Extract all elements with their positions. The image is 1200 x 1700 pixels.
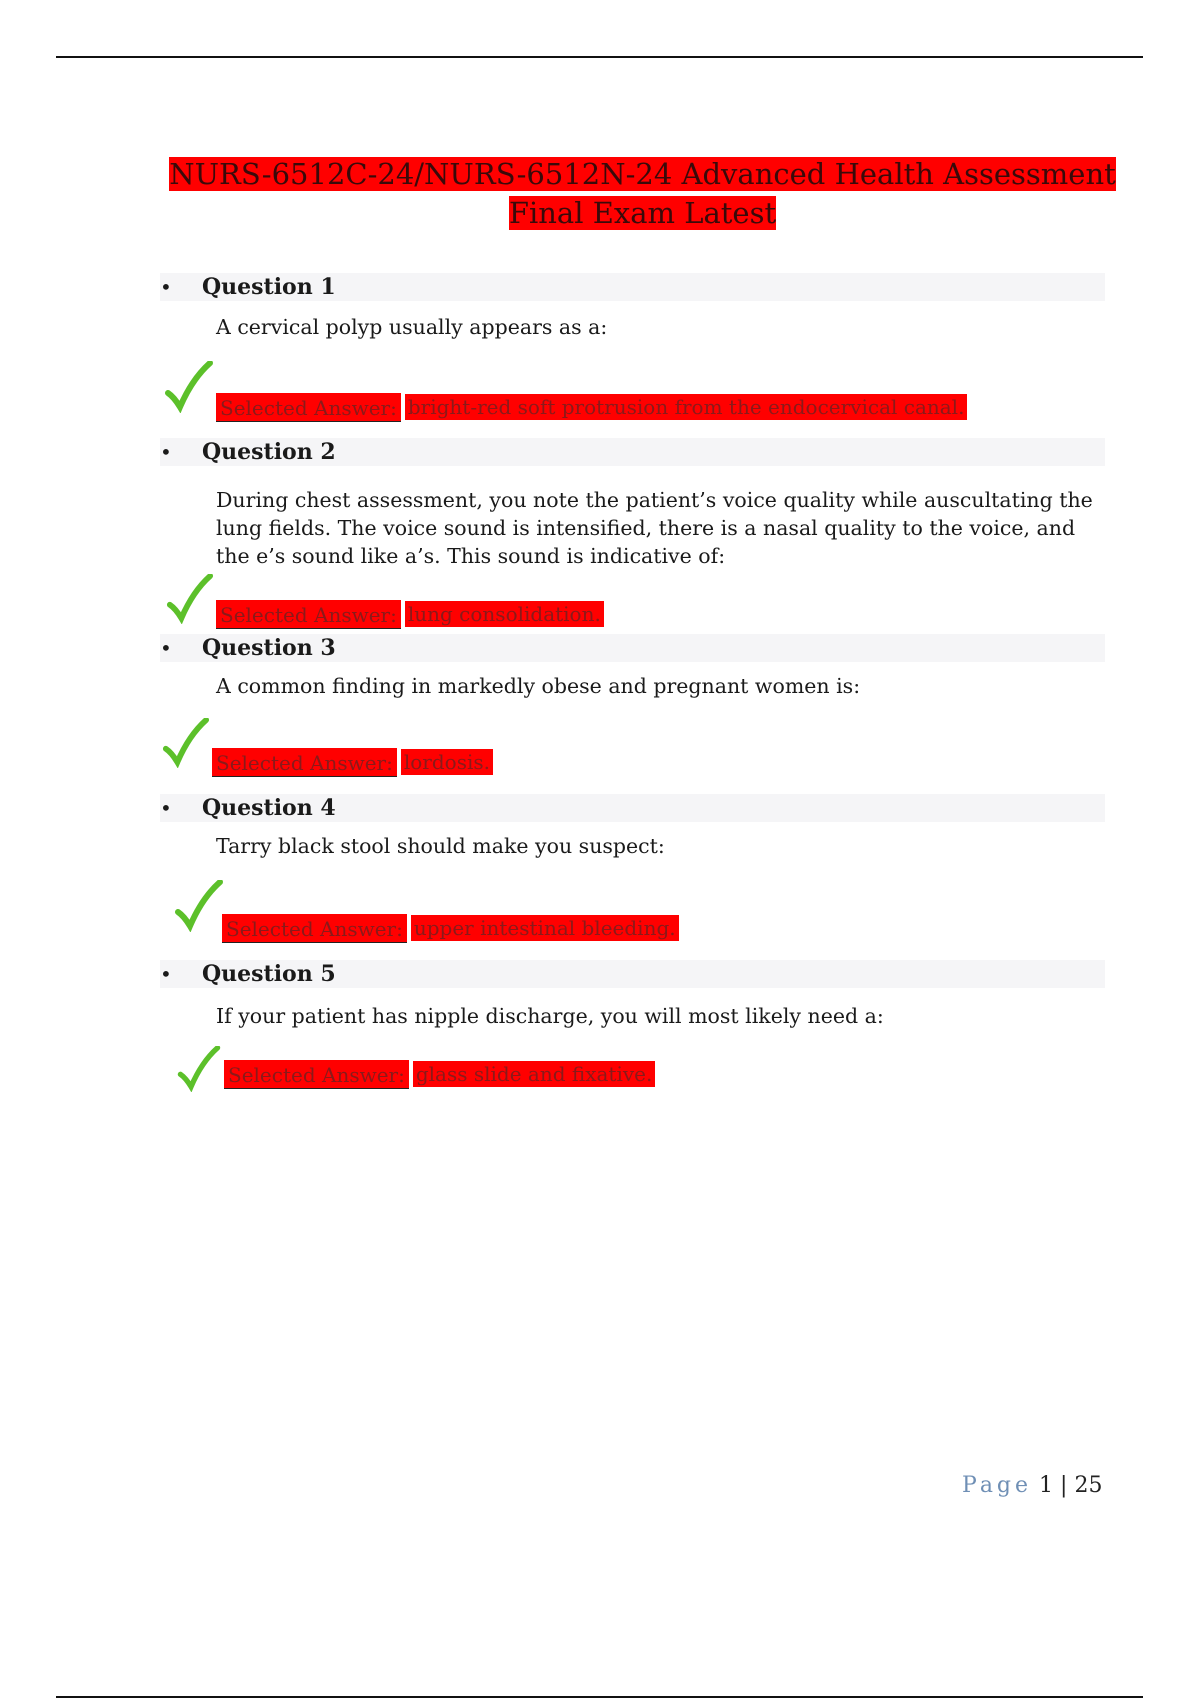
selected-answer bbox=[216, 600, 604, 628]
checkmark-icon bbox=[162, 718, 210, 768]
question-block bbox=[160, 438, 1105, 627]
footer-rule bbox=[56, 1696, 1143, 1698]
question-block bbox=[160, 634, 1105, 775]
question-text: During chest assessment, you note the patient’s voice quality while auscultating the lung fields. The voice sound is intensified, there is a nasal quality to the voice, and the e’s sound like a’s. This sound is indicative of: bbox=[216, 488, 1093, 568]
question-title: Question 1 bbox=[202, 274, 336, 300]
bullet-icon: • bbox=[160, 440, 172, 464]
question-heading-row bbox=[160, 438, 1105, 466]
question-heading-row bbox=[160, 960, 1105, 988]
checkmark-icon bbox=[164, 361, 214, 413]
answer-value: glass slide and fixative. bbox=[413, 1061, 656, 1087]
bullet-icon: • bbox=[160, 275, 172, 299]
question-text: If your patient has nipple discharge, you will most likely need a: bbox=[216, 1004, 884, 1028]
question-title: Question 3 bbox=[202, 635, 336, 661]
header-rule bbox=[56, 56, 1143, 58]
document-title-text: NURS-6512C-24/NURS-6512N-24 Advanced Health Assessment Final Exam Latest bbox=[169, 157, 1116, 230]
question-title: Question 4 bbox=[202, 795, 336, 821]
selected-answer bbox=[224, 1060, 655, 1088]
question-block bbox=[160, 273, 1105, 420]
checkmark-icon bbox=[174, 880, 224, 932]
page-footer bbox=[962, 1473, 1102, 1498]
total-pages: 25 bbox=[1074, 1473, 1103, 1498]
answer-label: Selected Answer: bbox=[212, 748, 397, 777]
question-title: Question 5 bbox=[202, 961, 336, 987]
answer-value: lordosis. bbox=[401, 749, 493, 775]
checkmark-icon bbox=[166, 574, 214, 624]
selected-answer bbox=[216, 393, 967, 421]
question-text: A common finding in markedly obese and pregnant women is: bbox=[216, 674, 861, 698]
checkmark-icon bbox=[176, 1046, 222, 1092]
selected-answer bbox=[222, 914, 679, 942]
answer-label: Selected Answer: bbox=[216, 600, 401, 629]
question-text: Tarry black stool should make you suspect: bbox=[216, 834, 665, 858]
page-word: Page bbox=[962, 1473, 1033, 1498]
answer-label: Selected Answer: bbox=[216, 393, 401, 422]
bullet-icon: • bbox=[160, 962, 172, 986]
page-number: 1 bbox=[1039, 1473, 1054, 1498]
answer-label: Selected Answer: bbox=[224, 1060, 409, 1089]
document-title bbox=[160, 155, 1125, 233]
question-title: Question 2 bbox=[202, 439, 336, 465]
answer-value: bright-red soft protrusion from the endocervical canal. bbox=[405, 394, 968, 420]
question-text: A cervical polyp usually appears as a: bbox=[216, 315, 608, 339]
question-heading-row bbox=[160, 634, 1105, 662]
page-separator: | bbox=[1060, 1473, 1068, 1498]
question-heading-row bbox=[160, 273, 1105, 301]
bullet-icon: • bbox=[160, 796, 172, 820]
selected-answer bbox=[212, 748, 493, 776]
answer-value: upper intestinal bleeding. bbox=[411, 915, 679, 941]
question-block bbox=[160, 960, 1105, 1087]
question-block bbox=[160, 794, 1105, 941]
question-heading-row bbox=[160, 794, 1105, 822]
answer-label: Selected Answer: bbox=[222, 914, 407, 943]
answer-value: lung consolidation. bbox=[405, 601, 604, 627]
bullet-icon: • bbox=[160, 636, 172, 660]
